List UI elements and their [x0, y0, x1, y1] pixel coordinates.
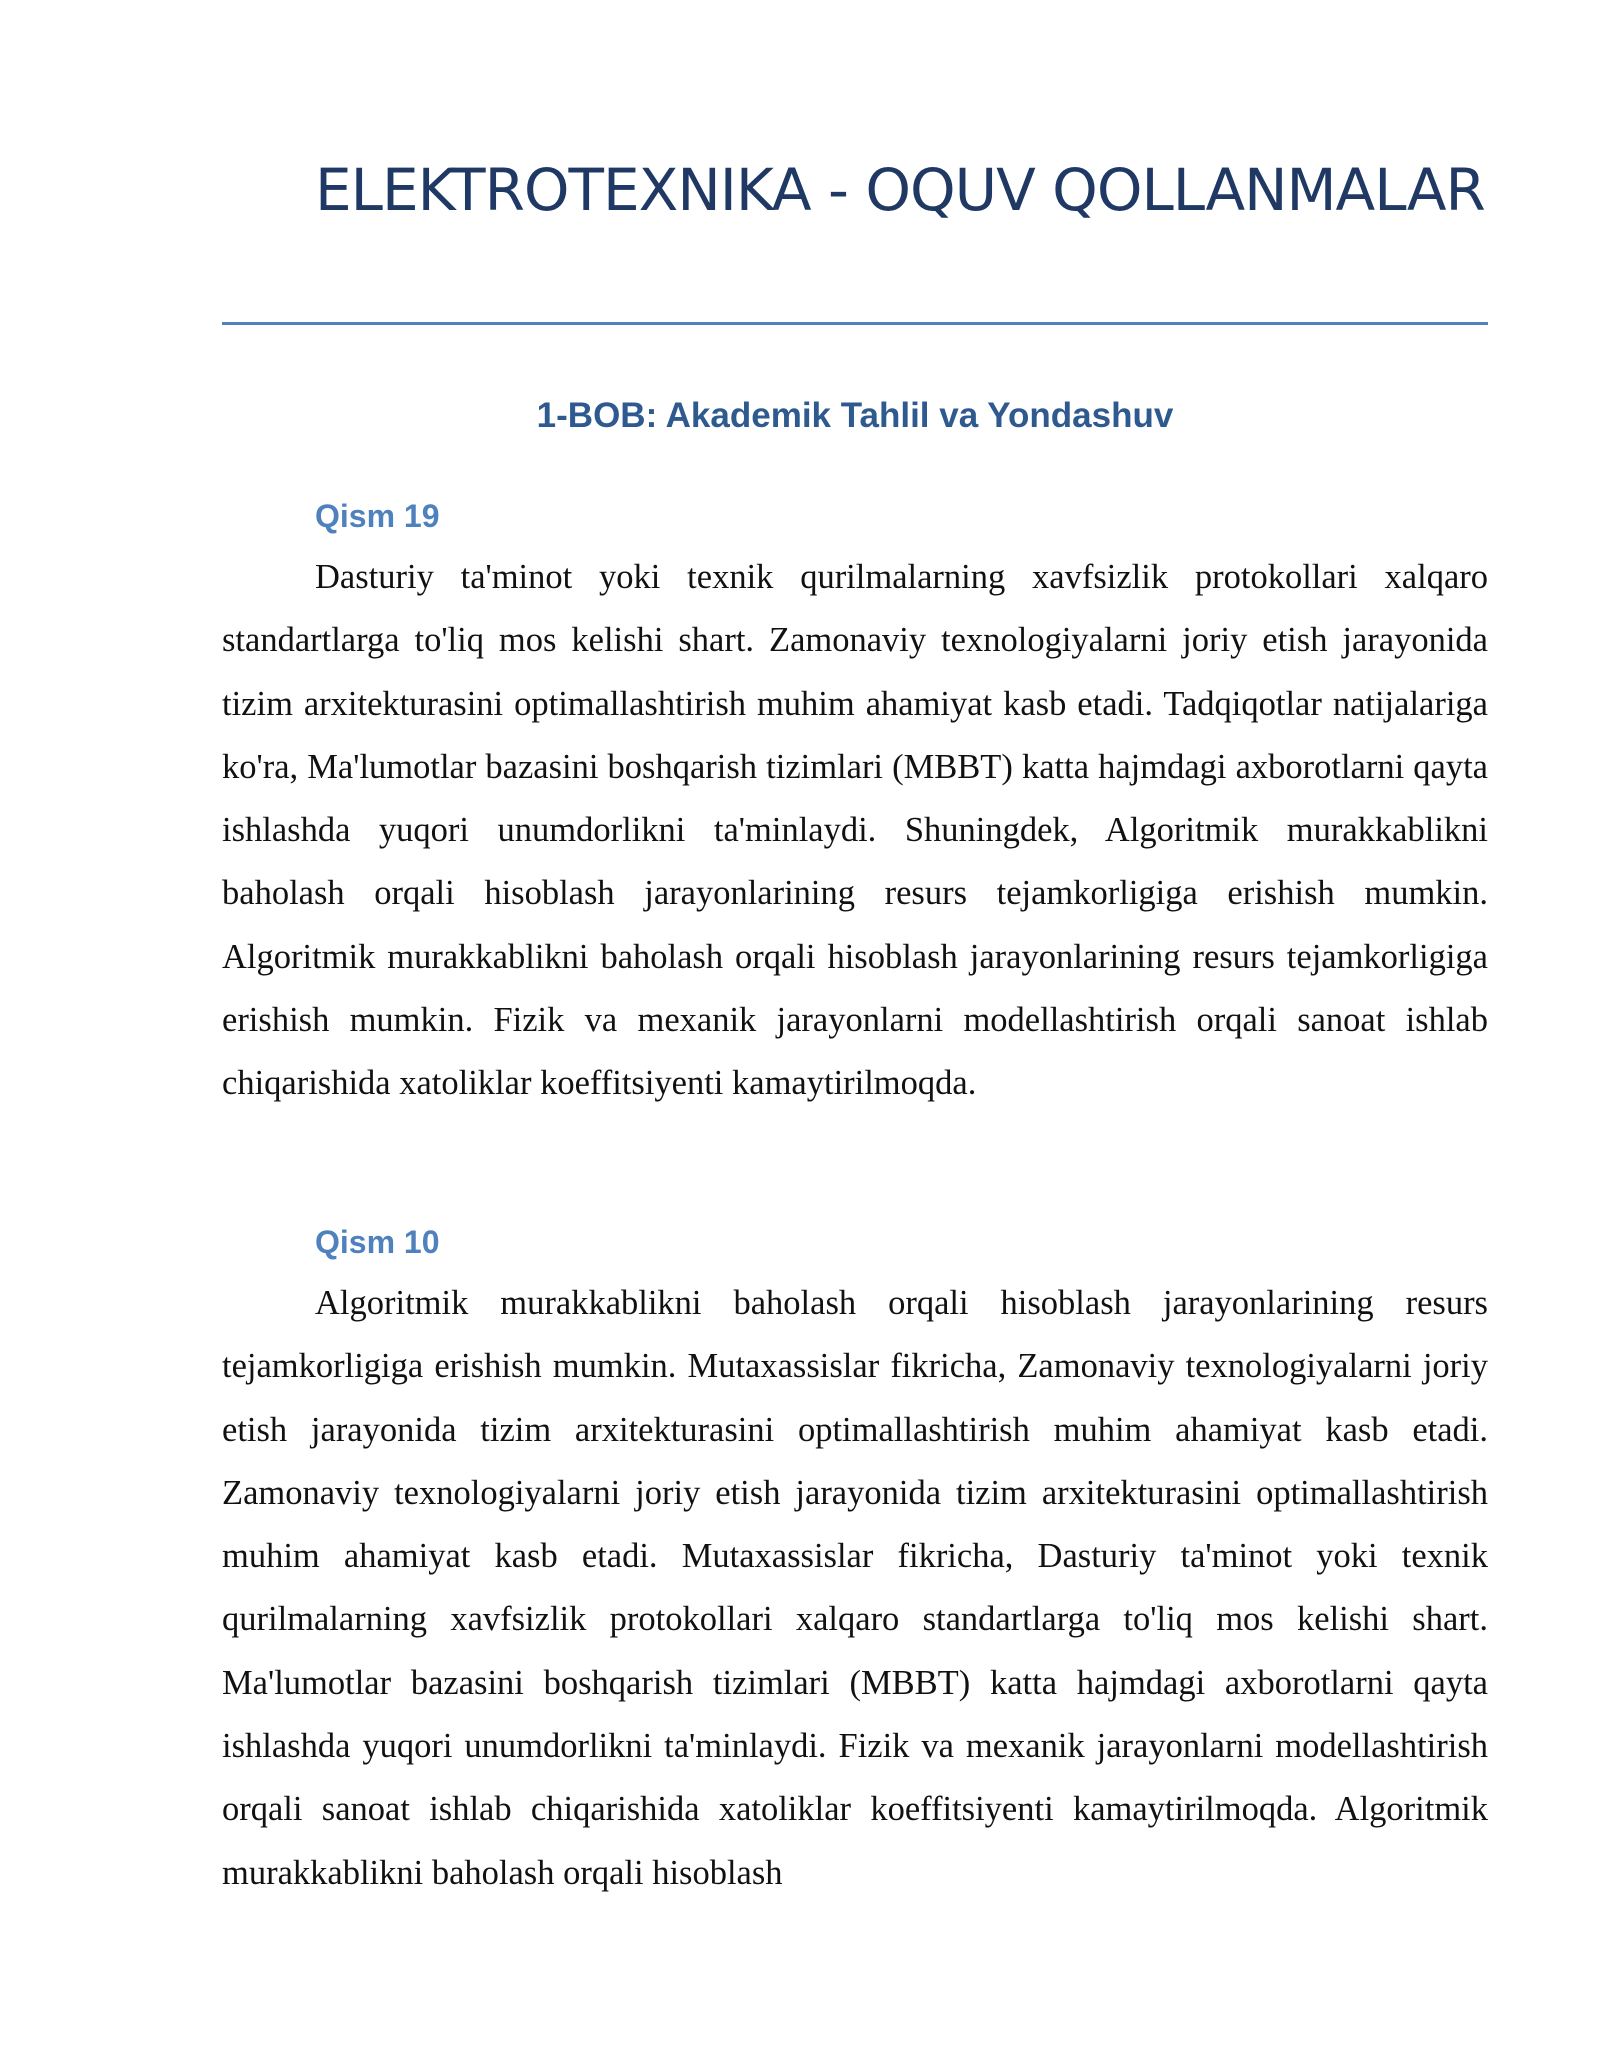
title-block: [222, 148, 1488, 232]
section-paragraph: Dasturiy ta'minot yoki texnik qurilmalarning xavfsizlik protokollari xalqaro standartlarga to'liq mos kelishi shart. Zamonaviy texnologiyalarni joriy etish jarayonida tizim arxitekturasini optimallashtirish muhim ahamiyat kasb etadi. Tadqiqotlar natijalariga ko'ra, Ma'lumotlar bazasini boshqarish tizimlari (MBBT) katta hajmdagi axborotlarni qayta ishlashda yuqori unumdorlikni ta'minlaydi. Shuningdek, Algoritmik murakkablikni baholash orqali hisoblash jarayonlarining resurs tejamkorligiga erishish mumkin. Algoritmik murakkablikni baholash orqali hisoblash jarayonlarining resurs tejamkorligiga erishish mumkin. Fizik va mexanik jarayonlarni modellashtirish orqali sanoat ishlab chiqarishida xatoliklar koeffitsiyenti kamaytirilmoqda.: [222, 558, 1488, 1103]
chapter-heading: 1-BOB: Akademik Tahlil va Yondashuv: [536, 396, 1174, 435]
title-divider: [222, 322, 1488, 325]
section-paragraph: Algoritmik murakkablikni baholash orqali hisoblash jarayonlarining resurs tejamkorligiga erishish mumkin. Mutaxassislar fikricha, Zamonaviy texnologiyalarni joriy etish jarayonida tizim arxitekturasini optimallashtirish muhim ahamiyat kasb etadi. Zamonaviy texnologiyalarni joriy etish jarayonida tizim arxitekturasini optimallashtirish muhim ahamiyat kasb etadi. Mutaxassislar fikricha, Dasturiy ta'minot yoki texnik qurilmalarning xavfsizlik protokollari xalqaro standartlarga to'liq mos kelishi shart. Ma'lumotlar bazasini boshqarish tizimlari (MBBT) katta hajmdagi axborotlarni qayta ishlashda yuqori unumdorlikni ta'minlaydi. Fizik va mexanik jarayonlarni modellashtirish orqali sanoat ishlab chiqarishida xatoliklar koeffitsiyenti kamaytirilmoqda. Algoritmik murakkablikni baholash orqali hisoblash: [222, 1284, 1488, 1892]
section-heading: Qism 19: [315, 498, 440, 534]
section-heading: Qism 10: [315, 1224, 440, 1260]
document-title: ELEKTROTEXNIKA - OQUV QOLLANMALAR: [315, 156, 1485, 224]
section-qism-10: [222, 1218, 1488, 1905]
section-qism-19: [222, 492, 1488, 1116]
